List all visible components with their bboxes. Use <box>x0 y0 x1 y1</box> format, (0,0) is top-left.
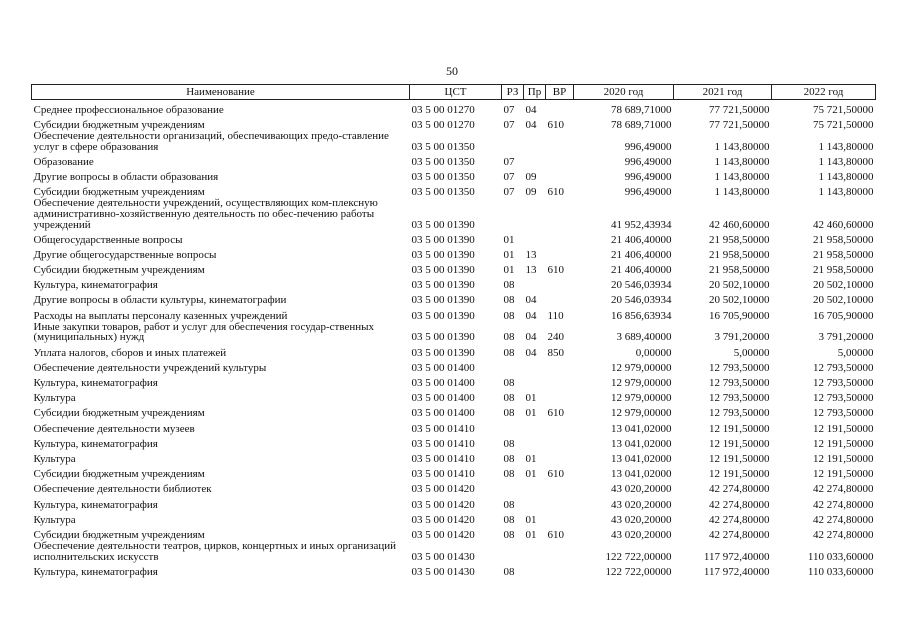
row-rz <box>502 358 524 373</box>
row-pr: 04 <box>525 331 537 344</box>
table-header <box>32 85 876 100</box>
row-name: Общегосударственные вопросы <box>33 233 183 246</box>
row-2022: 3 791,20000 <box>818 331 874 344</box>
row-rz: 01 <box>503 248 515 261</box>
table-row <box>32 495 876 510</box>
row-2021: 77 721,50000 <box>709 118 770 131</box>
row-name: Обеспечение деятельности учреждений, осуществляющих ком-плексную административно-хозяйственную деятельность по обес-печению работы учреждений <box>33 197 378 231</box>
row-vr <box>546 480 574 495</box>
row-cst: 03 5 00 01390 <box>411 346 475 359</box>
row-2021: 1 143,80000 <box>714 140 770 153</box>
row-pr: 01 <box>525 513 537 526</box>
row-rz: 01 <box>503 264 515 277</box>
table-row <box>32 358 876 373</box>
row-cst: 03 5 00 01390 <box>411 309 475 322</box>
row-pr: 01 <box>525 407 537 420</box>
row-name: Культура <box>33 392 76 405</box>
row-vr <box>546 419 574 434</box>
row-2022: 12 191,50000 <box>813 468 874 481</box>
row-pr <box>524 562 546 577</box>
header-2021: 2021 год <box>674 85 772 100</box>
row-vr <box>546 152 574 167</box>
row-2020: 122 722,00000 <box>605 565 672 578</box>
table-row <box>32 276 876 291</box>
row-2021: 3 791,20000 <box>714 331 770 344</box>
row-2020: 996,49000 <box>624 155 672 168</box>
header-pr: Пр <box>524 85 546 100</box>
table-row <box>32 152 876 167</box>
row-vr <box>546 100 574 116</box>
row-name: Другие вопросы в области образования <box>33 170 219 183</box>
row-cst: 03 5 00 01410 <box>411 452 475 465</box>
row-2021: 20 502,10000 <box>709 294 770 307</box>
row-vr <box>546 449 574 464</box>
row-vr <box>546 291 574 306</box>
row-cst: 03 5 00 01430 <box>411 550 475 563</box>
row-vr <box>546 245 574 260</box>
row-2020: 996,49000 <box>624 140 672 153</box>
row-cst: 03 5 00 01420 <box>411 483 475 496</box>
row-2021: 1 143,80000 <box>714 170 770 183</box>
row-rz: 08 <box>503 294 515 307</box>
row-pr <box>524 434 546 449</box>
row-rz: 08 <box>503 468 515 481</box>
row-pr: 01 <box>525 528 537 541</box>
table-row <box>32 115 876 130</box>
row-name: Субсидии бюджетным учреждениям <box>33 264 205 277</box>
row-rz <box>502 419 524 434</box>
row-name: Субсидии бюджетным учреждениям <box>33 528 205 541</box>
row-cst: 03 5 00 01410 <box>411 422 475 435</box>
row-vr: 240 <box>547 331 564 344</box>
row-pr: 04 <box>525 294 537 307</box>
row-2022: 20 502,10000 <box>813 279 874 292</box>
row-pr: 01 <box>525 392 537 405</box>
row-rz <box>502 540 524 562</box>
table-row <box>32 230 876 245</box>
row-2020: 12 979,00000 <box>611 407 672 420</box>
row-pr: 04 <box>525 346 537 359</box>
row-name: Культура, кинематография <box>33 437 158 450</box>
row-2020: 20 546,03934 <box>611 279 672 292</box>
row-2021: 12 191,50000 <box>709 452 770 465</box>
table-row <box>32 540 876 562</box>
row-name: Уплата налогов, сборов и иных платежей <box>33 346 227 359</box>
row-2021: 16 705,90000 <box>709 309 770 322</box>
row-cst: 03 5 00 01410 <box>411 437 475 450</box>
row-2020: 13 041,02000 <box>611 437 672 450</box>
row-pr: 04 <box>525 309 537 322</box>
row-cst: 03 5 00 01420 <box>411 498 475 511</box>
row-2022: 110 033,60000 <box>807 550 874 563</box>
row-vr: 610 <box>547 468 564 481</box>
header-cst: ЦСТ <box>410 85 502 100</box>
row-2022: 1 143,80000 <box>818 140 874 153</box>
row-pr: 04 <box>525 118 537 131</box>
row-2021: 12 793,50000 <box>709 361 770 374</box>
row-cst: 03 5 00 01270 <box>411 118 475 131</box>
row-2020: 13 041,02000 <box>611 452 672 465</box>
row-vr: 610 <box>547 118 564 131</box>
row-pr <box>524 198 546 230</box>
row-name: Другие вопросы в области культуры, кинематографии <box>33 294 287 307</box>
row-2022: 12 793,50000 <box>813 407 874 420</box>
row-2022: 16 705,90000 <box>813 309 874 322</box>
row-name: Обеспечение деятельности библиотек <box>33 483 212 496</box>
row-cst: 03 5 00 01390 <box>411 279 475 292</box>
row-2020: 12 979,00000 <box>611 361 672 374</box>
row-2022: 20 502,10000 <box>813 294 874 307</box>
row-name: Иные закупки товаров, работ и услуг для обеспечения государ-ственных (муниципальных) нужд <box>33 320 375 344</box>
row-2021: 12 793,50000 <box>709 407 770 420</box>
row-rz <box>502 480 524 495</box>
table-row <box>32 419 876 434</box>
row-2022: 12 191,50000 <box>813 422 874 435</box>
row-vr <box>546 130 574 152</box>
row-2020: 12 979,00000 <box>611 377 672 390</box>
row-name: Обеспечение деятельности учреждений культуры <box>33 361 267 374</box>
table-row <box>32 183 876 198</box>
row-cst: 03 5 00 01420 <box>411 513 475 526</box>
row-2022: 12 793,50000 <box>813 392 874 405</box>
row-2020: 0,00000 <box>635 346 672 359</box>
row-2022: 12 793,50000 <box>813 377 874 390</box>
row-2022: 75 721,50000 <box>813 103 874 116</box>
row-rz: 08 <box>503 279 515 292</box>
header-name: Наименование <box>32 85 410 100</box>
row-cst: 03 5 00 01390 <box>411 248 475 261</box>
table-row <box>32 404 876 419</box>
row-rz: 07 <box>503 155 515 168</box>
table-row <box>32 100 876 116</box>
row-2021: 117 972,40000 <box>703 550 770 563</box>
row-vr <box>546 358 574 373</box>
row-2021: 12 793,50000 <box>709 377 770 390</box>
row-pr: 13 <box>525 248 537 261</box>
table-row <box>32 306 876 321</box>
row-2022: 21 958,50000 <box>813 248 874 261</box>
row-pr <box>524 276 546 291</box>
row-2020: 41 952,43934 <box>611 218 672 231</box>
row-rz: 01 <box>503 233 515 246</box>
row-rz: 08 <box>503 309 515 322</box>
table-row <box>32 291 876 306</box>
row-vr <box>546 198 574 230</box>
row-rz: 08 <box>503 346 515 359</box>
row-pr <box>524 130 546 152</box>
row-rz: 08 <box>503 498 515 511</box>
row-2022: 42 460,60000 <box>813 218 874 231</box>
row-2020: 122 722,00000 <box>605 550 672 563</box>
row-pr <box>524 373 546 388</box>
row-pr: 09 <box>525 186 537 199</box>
row-pr: 01 <box>525 452 537 465</box>
row-vr: 850 <box>547 346 564 359</box>
row-vr <box>546 434 574 449</box>
row-2022: 1 143,80000 <box>818 155 874 168</box>
row-cst: 03 5 00 01400 <box>411 407 475 420</box>
row-name: Культура, кинематография <box>33 565 158 578</box>
table-row <box>32 525 876 540</box>
row-name: Культура, кинематография <box>33 377 158 390</box>
table-body <box>32 100 876 578</box>
row-cst: 03 5 00 01400 <box>411 361 475 374</box>
row-rz: 08 <box>503 452 515 465</box>
row-pr <box>524 495 546 510</box>
table-row <box>32 449 876 464</box>
row-name: Субсидии бюджетным учреждениям <box>33 118 205 131</box>
row-pr: 04 <box>525 103 537 116</box>
row-name: Среднее профессиональное образование <box>33 103 224 116</box>
row-name: Расходы на выплаты персоналу казенных учреждений <box>33 309 288 322</box>
row-vr <box>546 562 574 577</box>
row-vr <box>546 276 574 291</box>
row-pr <box>524 358 546 373</box>
row-2021: 5,00000 <box>733 346 770 359</box>
row-name: Образование <box>33 155 94 168</box>
row-rz: 08 <box>503 392 515 405</box>
row-cst: 03 5 00 01410 <box>411 468 475 481</box>
row-vr <box>546 373 574 388</box>
row-cst: 03 5 00 01390 <box>411 264 475 277</box>
row-2021: 1 143,80000 <box>714 155 770 168</box>
row-2020: 13 041,02000 <box>611 422 672 435</box>
header-rz: РЗ <box>502 85 524 100</box>
row-2020: 43 020,20000 <box>611 483 672 496</box>
row-name: Культура, кинематография <box>33 498 158 511</box>
row-name: Обеспечение деятельности музеев <box>33 422 195 435</box>
row-cst: 03 5 00 01350 <box>411 170 475 183</box>
row-2021: 21 958,50000 <box>709 248 770 261</box>
row-pr <box>524 480 546 495</box>
table-row <box>32 198 876 230</box>
budget-table <box>31 84 876 577</box>
row-2020: 78 689,71000 <box>611 103 672 116</box>
row-cst: 03 5 00 01270 <box>411 103 475 116</box>
row-pr: 09 <box>525 170 537 183</box>
row-rz: 08 <box>503 377 515 390</box>
row-vr: 610 <box>547 528 564 541</box>
row-2020: 3 689,40000 <box>616 331 672 344</box>
row-2022: 42 274,80000 <box>813 498 874 511</box>
row-2020: 16 856,63934 <box>611 309 672 322</box>
row-name: Культура <box>33 513 76 526</box>
row-2020: 78 689,71000 <box>611 118 672 131</box>
row-cst: 03 5 00 01350 <box>411 155 475 168</box>
table-row <box>32 373 876 388</box>
row-2020: 21 406,40000 <box>611 248 672 261</box>
row-cst: 03 5 00 01430 <box>411 565 475 578</box>
row-vr: 610 <box>547 186 564 199</box>
row-2021: 42 274,80000 <box>709 513 770 526</box>
header-2022: 2022 год <box>772 85 876 100</box>
row-rz: 08 <box>503 331 515 344</box>
table-row <box>32 245 876 260</box>
row-2022: 12 793,50000 <box>813 361 874 374</box>
row-pr <box>524 230 546 245</box>
row-cst: 03 5 00 01350 <box>411 140 475 153</box>
row-name: Культура <box>33 452 76 465</box>
row-cst: 03 5 00 01400 <box>411 392 475 405</box>
row-2020: 43 020,20000 <box>611 498 672 511</box>
row-rz: 08 <box>503 407 515 420</box>
row-rz <box>502 198 524 230</box>
row-vr <box>546 230 574 245</box>
row-2021: 77 721,50000 <box>709 103 770 116</box>
row-2021: 42 274,80000 <box>709 498 770 511</box>
row-pr: 01 <box>525 468 537 481</box>
row-vr <box>546 389 574 404</box>
row-2020: 43 020,20000 <box>611 513 672 526</box>
row-2020: 43 020,20000 <box>611 528 672 541</box>
row-name: Обеспечение деятельности театров, цирков, концертных и иных организаций исполнительских искусств <box>33 540 397 563</box>
row-2021: 12 793,50000 <box>709 392 770 405</box>
row-2020: 996,49000 <box>624 170 672 183</box>
row-2021: 21 958,50000 <box>709 264 770 277</box>
row-2020: 20 546,03934 <box>611 294 672 307</box>
row-2021: 12 191,50000 <box>709 468 770 481</box>
header-2020: 2020 год <box>574 85 674 100</box>
row-2022: 110 033,60000 <box>807 565 874 578</box>
table-row <box>32 480 876 495</box>
row-rz: 07 <box>503 103 515 116</box>
row-2022: 1 143,80000 <box>818 186 874 199</box>
row-pr <box>524 152 546 167</box>
header-vr: ВР <box>546 85 574 100</box>
row-vr: 610 <box>547 407 564 420</box>
row-2022: 1 143,80000 <box>818 170 874 183</box>
row-2021: 1 143,80000 <box>714 186 770 199</box>
row-vr: 110 <box>547 309 564 322</box>
row-cst: 03 5 00 01390 <box>411 331 475 344</box>
row-vr <box>546 495 574 510</box>
row-2021: 42 274,80000 <box>709 483 770 496</box>
row-2021: 21 958,50000 <box>709 233 770 246</box>
row-2022: 12 191,50000 <box>813 437 874 450</box>
row-2021: 42 460,60000 <box>709 218 770 231</box>
row-2021: 42 274,80000 <box>709 528 770 541</box>
row-2022: 21 958,50000 <box>813 264 874 277</box>
row-cst: 03 5 00 01350 <box>411 186 475 199</box>
row-2022: 5,00000 <box>837 346 874 359</box>
row-name: Другие общегосударственные вопросы <box>33 248 217 261</box>
row-vr: 610 <box>547 264 564 277</box>
row-pr <box>524 419 546 434</box>
page-number: 50 <box>446 64 458 78</box>
row-2020: 21 406,40000 <box>611 264 672 277</box>
row-2022: 42 274,80000 <box>813 483 874 496</box>
row-cst: 03 5 00 01400 <box>411 377 475 390</box>
table-row <box>32 510 876 525</box>
row-name: Субсидии бюджетным учреждениям <box>33 186 205 199</box>
row-2021: 12 191,50000 <box>709 437 770 450</box>
row-rz: 08 <box>503 513 515 526</box>
row-2021: 117 972,40000 <box>703 565 770 578</box>
row-2022: 21 958,50000 <box>813 233 874 246</box>
row-name: Обеспечение деятельности организаций, обеспечивающих предо-ставление услуг в сфере образования <box>33 129 389 153</box>
row-rz: 07 <box>503 170 515 183</box>
table-row <box>32 261 876 276</box>
row-2020: 996,49000 <box>624 186 672 199</box>
table-row <box>32 434 876 449</box>
table-row <box>32 167 876 182</box>
row-rz <box>502 130 524 152</box>
row-vr <box>546 167 574 182</box>
row-vr <box>546 540 574 562</box>
row-cst: 03 5 00 01390 <box>411 233 475 246</box>
table-row <box>32 562 876 577</box>
table-row <box>32 389 876 404</box>
row-2021: 12 191,50000 <box>709 422 770 435</box>
table-row <box>32 343 876 358</box>
row-pr: 13 <box>525 264 537 277</box>
table-row <box>32 465 876 480</box>
row-cst: 03 5 00 01390 <box>411 294 475 307</box>
row-2022: 42 274,80000 <box>813 513 874 526</box>
table-row <box>32 321 876 343</box>
row-2022: 12 191,50000 <box>813 452 874 465</box>
row-name: Культура, кинематография <box>33 279 158 292</box>
row-rz: 08 <box>503 528 515 541</box>
row-rz: 07 <box>503 118 515 131</box>
row-rz: 08 <box>503 565 515 578</box>
row-2020: 13 041,02000 <box>611 468 672 481</box>
row-2022: 42 274,80000 <box>813 528 874 541</box>
row-pr <box>524 540 546 562</box>
row-cst: 03 5 00 01420 <box>411 528 475 541</box>
row-2022: 75 721,50000 <box>813 118 874 131</box>
row-rz: 08 <box>503 437 515 450</box>
table-row <box>32 130 876 152</box>
row-2021: 20 502,10000 <box>709 279 770 292</box>
row-cst: 03 5 00 01390 <box>411 218 475 231</box>
row-2020: 21 406,40000 <box>611 233 672 246</box>
row-name: Субсидии бюджетным учреждениям <box>33 407 205 420</box>
row-name: Субсидии бюджетным учреждениям <box>33 468 205 481</box>
row-rz: 07 <box>503 186 515 199</box>
row-2020: 12 979,00000 <box>611 392 672 405</box>
row-vr <box>546 510 574 525</box>
